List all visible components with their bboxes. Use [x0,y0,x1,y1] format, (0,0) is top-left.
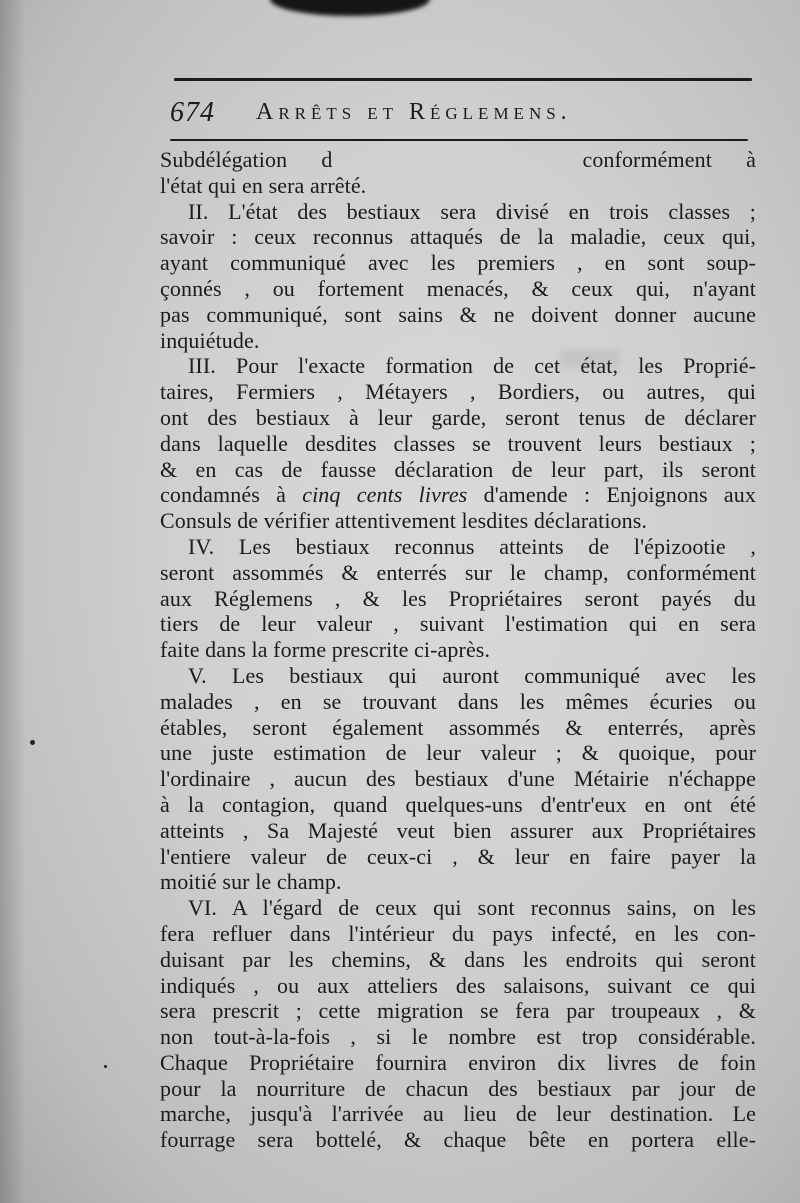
text-fragment: çonnés , ou fortement menacés, & ceux qui, n'ayant [160,275,756,301]
text-line [160,250,756,276]
text-line [160,947,756,973]
page-edge-shadow [0,0,26,1203]
text-line [160,637,756,663]
text-line [160,328,756,354]
text-fragment: fourrage sera bottelé, & chaque bête en portera elle- [160,1127,756,1153]
text-fragment: l'état qui en sera arrêté. [160,172,367,198]
text-fragment: sera prescrit ; cette migration se fera par troupeaux , & [160,998,756,1024]
text-fragment: seront assommés & enterrés sur le champ, conformément [160,559,756,585]
text-fragment: fera refluer dans l'intérieur du pays infecté, en les con- [160,920,756,946]
text-fragment: atteints , Sa Majesté veut bien assurer aux Propriétaires [160,817,756,843]
page-number: 674 [170,97,215,128]
text-line [160,895,756,921]
binding-shadow [270,0,430,16]
text-line [160,173,756,199]
text-line [160,1101,756,1127]
text-line [160,689,756,715]
text-fragment: étables, seront également assommés & enterrés, après [160,714,756,740]
text-fragment: faite dans la forme prescrite ci-après. [160,637,491,663]
text-fragment: Consuls de vérifier attentivement lesdites déclarations. [160,508,648,534]
text-line [160,224,756,250]
text-fragment: & en cas de fausse déclaration de leur part, ils seront [160,456,756,482]
text-line [160,766,756,792]
text-fragment: II. L'état des bestiaux sera divisé en trois classes ; [188,198,756,224]
text-fragment: savoir : ceux reconnus attaqués de la maladie, ceux qui, [160,224,756,250]
text-line [160,508,756,534]
text-fragment: III. Pour l'exacte formation de cet état, les Proprié- [188,353,756,379]
text-fragment: l'entiere valeur de ceux-ci , & leur en faire payer la [160,843,756,869]
text-line [160,302,756,328]
text-fragment: pas communiqué, sont sains & ne doivent donner aucune [160,301,756,327]
text-fragment: VI. A l'égard de ceux qui sont reconnus sains, on les [188,895,756,921]
running-head: Arrêts et Réglemens. [256,99,572,125]
text-line [160,276,756,302]
text-line [160,534,756,560]
text-line [160,844,756,870]
text-line [160,1076,756,1102]
page-header [160,81,756,139]
text-fragment: malades , en se trouvant dans les mêmes écuries ou [160,688,756,714]
text-fragment: tiers de leur valeur , suivant l'estimation qui en sera [160,611,756,637]
text-fragment: duisant par les chemins, & dans les endroits qui seront [160,946,756,972]
text-line [160,1024,756,1050]
text-line [160,353,756,379]
header-rule-bottom [170,139,748,141]
text-fragment: pour la nourriture de chacun des bestiaux par jour de [160,1075,756,1101]
text-fragment: IV. Les bestiaux reconnus atteints de l'épizootie , [188,533,756,559]
text-fragment: une juste estimation de leur valeur ; & quoique, pour [160,740,756,766]
text-line [160,1127,756,1153]
text-fragment: ont des bestiaux à leur garde, seront tenus de déclarer [160,404,756,430]
text-fragment: ayant communiqué avec les premiers , en sont soup- [160,250,756,276]
book-page [160,78,756,1153]
text-line [160,586,756,612]
text-line [160,560,756,586]
text-fragment: V. Les bestiaux qui auront communiqué avec les [188,662,756,688]
text-line [160,199,756,225]
text-fragment: moitié sur le champ. [160,869,342,895]
text-line [160,457,756,483]
text-fragment: Chaque Propriétaire fournira environ dix livres de foin [160,1049,756,1075]
text-fragment: indiqués , ou aux atteliers des salaisons, suivant ce qui [160,972,756,998]
text-line [160,818,756,844]
ink-speck [30,740,35,745]
text-line [160,998,756,1024]
text-fragment: d'amende : Enjoignons aux [467,482,756,508]
text-line [160,921,756,947]
body-text [160,147,756,1153]
text-line [160,431,756,457]
text-line [160,482,756,508]
text-line [160,147,756,173]
text-fragment: taires, Fermiers , Métayers , Bordiers, ou autres, qui [160,379,756,405]
ink-speck [104,1065,107,1068]
text-line [160,973,756,999]
text-fragment: aux Réglemens , & les Propriétaires seront payés du [160,585,756,611]
italic-phrase: cinq cents livres [302,482,468,508]
text-line [160,405,756,431]
text-line [160,715,756,741]
text-fragment: dans laquelle desdites classes se trouvent leurs bestiaux ; [160,430,756,456]
text-fragment: condamnés à [160,482,303,508]
text-fragment: non tout-à-la-fois , si le nombre est trop considérable. [160,1024,756,1050]
text-fragment: l'ordinaire , aucun des bestiaux d'une Métairie n'échappe [160,766,756,792]
text-line [160,792,756,818]
text-line [160,740,756,766]
text-line [160,379,756,405]
text-fragment: conformément à [582,147,756,172]
text-line [160,663,756,689]
text-fragment: Subdélégation d [160,147,333,172]
text-fragment: à la contagion, quand quelques-uns d'entr'eux en ont été [160,791,756,817]
text-line [160,611,756,637]
text-fragment: marche, jusqu'à l'arrivée au lieu de leur destination. Le [160,1101,756,1127]
text-line [160,1050,756,1076]
text-line [160,869,756,895]
text-fragment: inquiétude. [160,327,260,353]
